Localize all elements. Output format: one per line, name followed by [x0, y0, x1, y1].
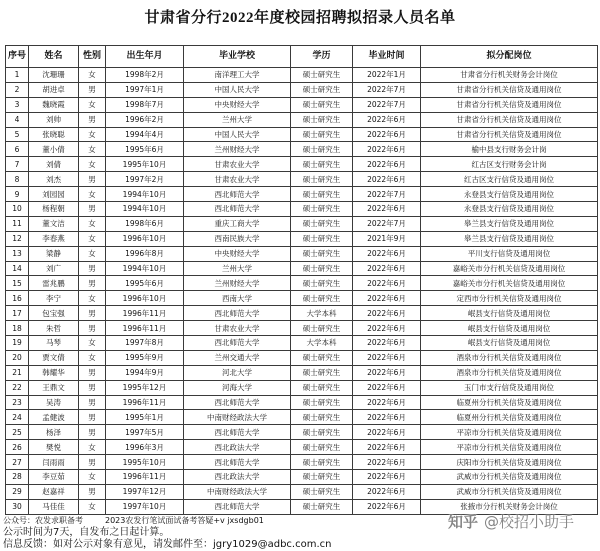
table-row: [6, 202, 598, 217]
cell-index: 6: [6, 142, 29, 157]
table-row: [6, 216, 598, 231]
cell-school: 西南民族大学: [184, 231, 291, 246]
cell-position: 永登县支行信贷及通用岗位: [421, 202, 598, 217]
table-row: [6, 470, 598, 485]
cell-graduation: 2022年7月: [353, 97, 421, 112]
cell-degree: 硕士研究生: [291, 455, 353, 470]
cell-index: 11: [6, 216, 29, 231]
cell-name: 闫雨雨: [29, 455, 79, 470]
cell-school: 中南财经政法大学: [184, 484, 291, 499]
cell-school: 西北政法大学: [184, 470, 291, 485]
cell-degree: 硕士研究生: [291, 291, 353, 306]
cell-index: 12: [6, 231, 29, 246]
footer-account: 公众号：农发求职备考: [3, 516, 83, 525]
cell-position: 甘肃省分行机关信贷及通用岗位: [421, 97, 598, 112]
cell-graduation: 2022年6月: [353, 321, 421, 336]
cell-position: 岷县支行信贷及通用岗位: [421, 306, 598, 321]
cell-index: 20: [6, 350, 29, 365]
cell-index: 13: [6, 246, 29, 261]
table-row: [6, 395, 598, 410]
cell-gender: 女: [79, 499, 106, 514]
cell-position: 嘉峪关市分行机关信贷及通用岗位: [421, 276, 598, 291]
cell-birth: 1996年11月: [106, 321, 184, 336]
cell-name: 沈珊珊: [29, 68, 79, 83]
cell-gender: 女: [79, 157, 106, 172]
cell-position: 临夏州分行机关信贷及通用岗位: [421, 395, 598, 410]
cell-name: 胡进卓: [29, 82, 79, 97]
cell-gender: 男: [79, 321, 106, 336]
table-row: [6, 455, 598, 470]
watermark-logo: 知乎: [448, 513, 479, 531]
table-row: [6, 336, 598, 351]
cell-position: 玉门市支行信贷及通用岗位: [421, 380, 598, 395]
cell-gender: 男: [79, 306, 106, 321]
cell-graduation: 2022年7月: [353, 82, 421, 97]
cell-birth: 1997年8月: [106, 336, 184, 351]
cell-school: 兰州财经大学: [184, 142, 291, 157]
cell-school: 西北师范大学: [184, 187, 291, 202]
cell-gender: 女: [79, 68, 106, 83]
table-row: [6, 246, 598, 261]
cell-position: 甘肃省分行机关信贷及通用岗位: [421, 127, 598, 142]
cell-birth: 1995年6月: [106, 142, 184, 157]
cell-gender: 男: [79, 410, 106, 425]
table-row: [6, 127, 598, 142]
cell-name: 包宝强: [29, 306, 79, 321]
cell-index: 4: [6, 112, 29, 127]
cell-name: 杨程朝: [29, 202, 79, 217]
cell-degree: 硕士研究生: [291, 276, 353, 291]
cell-index: 28: [6, 470, 29, 485]
cell-school: 西北政法大学: [184, 440, 291, 455]
cell-birth: 1995年1月: [106, 410, 184, 425]
cell-graduation: 2022年6月: [353, 499, 421, 514]
cell-index: 8: [6, 172, 29, 187]
table-row: [6, 380, 598, 395]
cell-position: 永登县支行信贷及通用岗位: [421, 187, 598, 202]
cell-degree: 硕士研究生: [291, 127, 353, 142]
cell-name: 吴涛: [29, 395, 79, 410]
cell-school: 中国人民大学: [184, 127, 291, 142]
cell-school: 兰州大学: [184, 261, 291, 276]
cell-gender: 男: [79, 365, 106, 380]
table-row: [6, 365, 598, 380]
cell-gender: 男: [79, 380, 106, 395]
cell-degree: 硕士研究生: [291, 97, 353, 112]
table-row: [6, 187, 598, 202]
candidate-table: [5, 45, 598, 515]
cell-position: 平川支行信贷及通用岗位: [421, 246, 598, 261]
page-title: 甘肃省分行2022年度校园招聘拟招录人员名单: [144, 10, 456, 26]
header-school: 毕业学校: [184, 46, 291, 68]
cell-graduation: 2022年6月: [353, 410, 421, 425]
cell-index: 15: [6, 276, 29, 291]
table-row: [6, 410, 598, 425]
cell-index: 9: [6, 187, 29, 202]
cell-name: 魏晓霞: [29, 97, 79, 112]
cell-name: 董小倩: [29, 142, 79, 157]
cell-position: 武威市分行机关信贷及通用岗位: [421, 484, 598, 499]
cell-position: 红古区支行信贷及通用岗位: [421, 172, 598, 187]
cell-graduation: 2022年6月: [353, 112, 421, 127]
cell-degree: 硕士研究生: [291, 68, 353, 83]
cell-school: 甘肃农业大学: [184, 172, 291, 187]
cell-birth: 1998年6月: [106, 216, 184, 231]
cell-birth: 1994年9月: [106, 365, 184, 380]
header-birth: 出生年月: [106, 46, 184, 68]
cell-birth: 1996年11月: [106, 395, 184, 410]
cell-position: 岷县支行信贷及通用岗位: [421, 321, 598, 336]
watermark-handle: @校招小助手: [484, 513, 575, 531]
cell-graduation: 2022年6月: [353, 261, 421, 276]
cell-name: 董文洁: [29, 216, 79, 231]
cell-graduation: 2022年6月: [353, 440, 421, 455]
cell-name: 刘倩: [29, 157, 79, 172]
cell-degree: 硕士研究生: [291, 380, 353, 395]
cell-gender: 女: [79, 216, 106, 231]
table-row: [6, 484, 598, 499]
cell-index: 2: [6, 82, 29, 97]
cell-index: 21: [6, 365, 29, 380]
cell-birth: 1994年4月: [106, 127, 184, 142]
header-index: 序号: [6, 46, 29, 68]
cell-position: 甘肃省分行机关信贷及通用岗位: [421, 112, 598, 127]
cell-index: 17: [6, 306, 29, 321]
cell-degree: 硕士研究生: [291, 425, 353, 440]
cell-name: 樊悦: [29, 440, 79, 455]
table-row: [6, 68, 598, 83]
table-row: [6, 97, 598, 112]
cell-degree: 硕士研究生: [291, 321, 353, 336]
table-row: [6, 425, 598, 440]
table-row: [6, 291, 598, 306]
cell-graduation: 2022年6月: [353, 127, 421, 142]
cell-position: 平凉市分行机关信贷及通用岗位: [421, 425, 598, 440]
cell-position: 武威市分行机关信贷及通用岗位: [421, 470, 598, 485]
cell-graduation: 2022年6月: [353, 365, 421, 380]
cell-position: 平凉市分行机关信贷及通用岗位: [421, 440, 598, 455]
cell-gender: 女: [79, 97, 106, 112]
cell-birth: 1998年2月: [106, 68, 184, 83]
cell-degree: 硕士研究生: [291, 350, 353, 365]
cell-gender: 男: [79, 455, 106, 470]
cell-gender: 男: [79, 172, 106, 187]
cell-graduation: 2022年7月: [353, 216, 421, 231]
cell-name: 马琴: [29, 336, 79, 351]
cell-birth: 1997年5月: [106, 425, 184, 440]
cell-name: 孟健波: [29, 410, 79, 425]
cell-name: 朱哲: [29, 321, 79, 336]
cell-school: 中南财经政法大学: [184, 410, 291, 425]
cell-name: 李豆茹: [29, 470, 79, 485]
cell-gender: 女: [79, 187, 106, 202]
table-row: [6, 440, 598, 455]
cell-school: 兰州大学: [184, 112, 291, 127]
cell-position: 岷县支行信贷及通用岗位: [421, 336, 598, 351]
cell-name: 马佳佳: [29, 499, 79, 514]
cell-graduation: 2022年6月: [353, 395, 421, 410]
cell-position: 定西市分行机关信贷及通用岗位: [421, 291, 598, 306]
cell-degree: 硕士研究生: [291, 157, 353, 172]
cell-degree: 大学本科: [291, 336, 353, 351]
cell-position: 红古区支行财务会计岗: [421, 157, 598, 172]
cell-degree: 硕士研究生: [291, 231, 353, 246]
cell-gender: 女: [79, 127, 106, 142]
table-row: [6, 350, 598, 365]
cell-name: 韩耀华: [29, 365, 79, 380]
cell-name: 李春燕: [29, 231, 79, 246]
cell-degree: 硕士研究生: [291, 246, 353, 261]
cell-position: 酒泉市分行机关信贷及通用岗位: [421, 350, 598, 365]
cell-school: 中央财经大学: [184, 97, 291, 112]
cell-index: 16: [6, 291, 29, 306]
cell-index: 24: [6, 410, 29, 425]
cell-school: 甘肃农业大学: [184, 157, 291, 172]
cell-name: 刘帅: [29, 112, 79, 127]
cell-birth: 1994年10月: [106, 261, 184, 276]
cell-position: 嘉峪关市分行机关信贷及通用岗位: [421, 261, 598, 276]
cell-degree: 硕士研究生: [291, 142, 353, 157]
cell-school: 西北师范大学: [184, 425, 291, 440]
cell-birth: 1996年8月: [106, 246, 184, 261]
cell-gender: 男: [79, 484, 106, 499]
cell-position: 酒泉市分行机关信贷及通用岗位: [421, 365, 598, 380]
cell-name: 张晓聪: [29, 127, 79, 142]
header-name: 姓名: [29, 46, 79, 68]
cell-school: 西北师范大学: [184, 455, 291, 470]
cell-birth: 1996年11月: [106, 470, 184, 485]
cell-degree: 硕士研究生: [291, 470, 353, 485]
cell-gender: 男: [79, 425, 106, 440]
cell-position: 甘肃省分行机关财务会计岗位: [421, 68, 598, 83]
cell-position: 皋兰县支行信贷及通用岗位: [421, 216, 598, 231]
cell-gender: 男: [79, 82, 106, 97]
cell-gender: 女: [79, 470, 106, 485]
cell-degree: 硕士研究生: [291, 484, 353, 499]
cell-gender: 男: [79, 395, 106, 410]
cell-degree: 硕士研究生: [291, 499, 353, 514]
cell-graduation: 2022年6月: [353, 246, 421, 261]
cell-gender: 女: [79, 231, 106, 246]
cell-birth: 1994年10月: [106, 202, 184, 217]
footer-feedback: 信息反馈：如对公示对象有意见，请发邮件至：jgry1029@adbc.com.cn: [3, 539, 332, 550]
cell-gender: 女: [79, 291, 106, 306]
cell-birth: 1997年2月: [106, 172, 184, 187]
table-header: [6, 46, 598, 68]
cell-school: 甘肃农业大学: [184, 321, 291, 336]
cell-degree: 硕士研究生: [291, 440, 353, 455]
cell-school: 重庆工商大学: [184, 216, 291, 231]
cell-birth: 1996年10月: [106, 231, 184, 246]
cell-graduation: 2022年7月: [353, 187, 421, 202]
cell-gender: 男: [79, 202, 106, 217]
cell-school: 西北师范大学: [184, 202, 291, 217]
cell-degree: 硕士研究生: [291, 216, 353, 231]
table-row: [6, 231, 598, 246]
cell-degree: 硕士研究生: [291, 112, 353, 127]
table-row: [6, 172, 598, 187]
cell-name: 王鼎文: [29, 380, 79, 395]
cell-graduation: 2022年6月: [353, 336, 421, 351]
header-row: [6, 46, 598, 68]
cell-birth: 1996年3月: [106, 440, 184, 455]
cell-name: 梁静: [29, 246, 79, 261]
header-graduation: 毕业时间: [353, 46, 421, 68]
cell-school: 西北师范大学: [184, 499, 291, 514]
cell-name: 刘杰: [29, 172, 79, 187]
table-row: [6, 82, 598, 97]
cell-graduation: 2022年6月: [353, 484, 421, 499]
cell-gender: 女: [79, 440, 106, 455]
table-row: [6, 261, 598, 276]
cell-gender: 女: [79, 350, 106, 365]
table-row: [6, 321, 598, 336]
cell-graduation: 2021年9月: [353, 231, 421, 246]
cell-school: 中国人民大学: [184, 82, 291, 97]
cell-graduation: 2022年6月: [353, 142, 421, 157]
cell-birth: 1997年10月: [106, 499, 184, 514]
cell-name: 刘园园: [29, 187, 79, 202]
cell-school: 河北大学: [184, 365, 291, 380]
cell-degree: 硕士研究生: [291, 172, 353, 187]
cell-birth: 1995年6月: [106, 276, 184, 291]
cell-gender: 男: [79, 112, 106, 127]
cell-position: 榆中县支行财务会计岗: [421, 142, 598, 157]
cell-graduation: 2022年6月: [353, 202, 421, 217]
cell-graduation: 2022年6月: [353, 425, 421, 440]
cell-birth: 1995年9月: [106, 350, 184, 365]
cell-index: 19: [6, 336, 29, 351]
cell-index: 18: [6, 321, 29, 336]
cell-degree: 硕士研究生: [291, 187, 353, 202]
cell-position: 张掖市分行机关财务会计岗位: [421, 499, 598, 514]
cell-position: 甘肃省分行机关信贷及通用岗位: [421, 82, 598, 97]
footer-notice: 公示时间为7天，自发布之日起计算。: [3, 527, 170, 538]
header-gender: 性别: [79, 46, 106, 68]
cell-graduation: 2022年6月: [353, 380, 421, 395]
cell-school: 兰州财经大学: [184, 276, 291, 291]
table-row: [6, 142, 598, 157]
cell-index: 25: [6, 425, 29, 440]
cell-index: 5: [6, 127, 29, 142]
table-row: [6, 306, 598, 321]
cell-birth: 1996年2月: [106, 112, 184, 127]
header-degree: 学历: [291, 46, 353, 68]
cell-degree: 硕士研究生: [291, 82, 353, 97]
cell-graduation: 2022年6月: [353, 172, 421, 187]
cell-index: 7: [6, 157, 29, 172]
cell-name: 刘广: [29, 261, 79, 276]
cell-birth: 1998年7月: [106, 97, 184, 112]
watermark: [448, 512, 574, 532]
footer-promo: 2023农发行笔试面试备考答疑+v jxsdgb01: [105, 516, 264, 525]
cell-school: 西北师范大学: [184, 306, 291, 321]
cell-index: 10: [6, 202, 29, 217]
cell-index: 14: [6, 261, 29, 276]
cell-position: 临夏州分行机关信贷及通用岗位: [421, 410, 598, 425]
cell-name: 赵嘉祥: [29, 484, 79, 499]
cell-index: 30: [6, 499, 29, 514]
cell-position: 庆阳市分行机关信贷及通用岗位: [421, 455, 598, 470]
cell-index: 27: [6, 455, 29, 470]
cell-birth: 1995年10月: [106, 157, 184, 172]
cell-gender: 女: [79, 336, 106, 351]
cell-school: 西北师范大学: [184, 336, 291, 351]
cell-gender: 女: [79, 142, 106, 157]
cell-degree: 硕士研究生: [291, 202, 353, 217]
cell-index: 1: [6, 68, 29, 83]
cell-graduation: 2022年6月: [353, 350, 421, 365]
cell-birth: 1996年10月: [106, 291, 184, 306]
cell-index: 29: [6, 484, 29, 499]
cell-graduation: 2022年6月: [353, 157, 421, 172]
cell-index: 26: [6, 440, 29, 455]
cell-index: 3: [6, 97, 29, 112]
cell-position: 皋兰县支行信贷及通用岗位: [421, 231, 598, 246]
cell-birth: 1996年11月: [106, 306, 184, 321]
cell-birth: 1995年12月: [106, 380, 184, 395]
cell-school: 中央财经大学: [184, 246, 291, 261]
cell-gender: 女: [79, 246, 106, 261]
cell-degree: 硕士研究生: [291, 395, 353, 410]
cell-name: 杨泽: [29, 425, 79, 440]
cell-index: 23: [6, 395, 29, 410]
cell-index: 22: [6, 380, 29, 395]
header-position: 拟分配岗位: [421, 46, 598, 68]
cell-graduation: 2022年6月: [353, 470, 421, 485]
cell-birth: 1995年10月: [106, 455, 184, 470]
cell-graduation: 2022年6月: [353, 276, 421, 291]
cell-birth: 1997年12月: [106, 484, 184, 499]
cell-graduation: 2022年6月: [353, 291, 421, 306]
cell-birth: 1994年10月: [106, 187, 184, 202]
cell-name: 李宁: [29, 291, 79, 306]
cell-school: 河海大学: [184, 380, 291, 395]
cell-school: 西南大学: [184, 291, 291, 306]
cell-degree: 大学本科: [291, 306, 353, 321]
cell-school: 兰州交通大学: [184, 350, 291, 365]
cell-name: 雷兆鹏: [29, 276, 79, 291]
cell-school: 南洋理工大学: [184, 68, 291, 83]
cell-graduation: 2022年6月: [353, 306, 421, 321]
table-row: [6, 112, 598, 127]
cell-birth: 1997年1月: [106, 82, 184, 97]
cell-name: 贾文倩: [29, 350, 79, 365]
cell-graduation: 2022年6月: [353, 455, 421, 470]
table-body: [6, 68, 598, 515]
cell-gender: 男: [79, 261, 106, 276]
cell-degree: 硕士研究生: [291, 365, 353, 380]
cell-gender: 男: [79, 276, 106, 291]
cell-graduation: 2022年1月: [353, 68, 421, 83]
cell-degree: 硕士研究生: [291, 261, 353, 276]
cell-degree: 硕士研究生: [291, 410, 353, 425]
table-row: [6, 276, 598, 291]
cell-school: 西北师范大学: [184, 395, 291, 410]
table-row: [6, 157, 598, 172]
